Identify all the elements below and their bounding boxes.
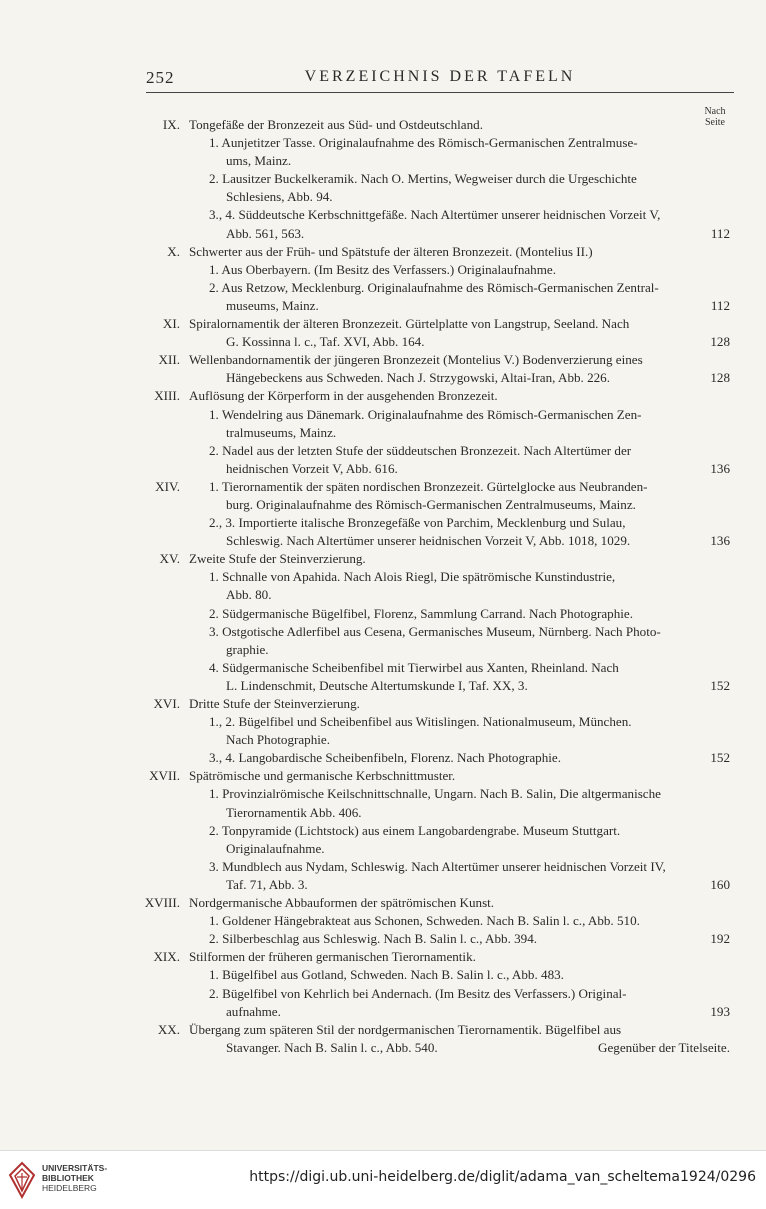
plate-numeral: X. xyxy=(167,243,180,259)
subitem-line xyxy=(138,930,734,948)
plate-numeral: XVIII. xyxy=(144,895,180,911)
subitem-text: ums, Mainz. xyxy=(226,153,292,169)
subitem-text: Nach Photographie. xyxy=(226,732,330,748)
subitem-text: Abb. 561, 563. xyxy=(226,225,305,241)
subitem-line xyxy=(138,731,734,749)
plate-caption-text: Auflösung der Körperform in der ausgehenden Bronzezeit. xyxy=(189,388,498,404)
subitem-line xyxy=(138,713,734,731)
plate-caption-line xyxy=(138,369,734,387)
plate-numeral: XI. xyxy=(162,316,180,332)
subitem-line xyxy=(138,478,734,496)
subitem-line xyxy=(138,966,734,984)
plate-subitems xyxy=(138,261,734,315)
subitem-text: 2. Bügelfibel von Kehrlich bei Andernach. (Im Besitz des Verfassers.) Original- xyxy=(209,985,627,1001)
subitem-line xyxy=(138,496,734,514)
subitem-line xyxy=(138,858,734,876)
subitem-text: L. Lindenschmit, Deutsche Altertumskunde I, Taf. XX, 3. xyxy=(226,677,528,693)
subitem-text: 4. Südgermanische Scheibenfibel mit Tierwirbel aus Xanten, Rheinland. Nach xyxy=(209,659,619,675)
subitem-line xyxy=(138,623,734,641)
subitem-text: 1. Tierornamentik der späten nordischen Bronzezeit. Gürtelglocke aus Neubranden- xyxy=(209,478,648,494)
subitem-line xyxy=(138,532,734,550)
subitem-line xyxy=(138,568,734,586)
page-reference: Gegenüber der Titelseite. xyxy=(598,1039,730,1055)
plate-subitems xyxy=(138,785,734,894)
subitem-line xyxy=(138,605,734,623)
library-name-line2: BIBLIOTHEK xyxy=(42,1173,94,1183)
subitem-text: tralmuseums, Mainz. xyxy=(226,424,337,440)
plate-caption-text: Stilformen der früheren germanischen Tierornamentik. xyxy=(189,949,476,965)
subitem-text: 1. Goldener Hängebrakteat aus Schonen, Schweden. Nach B. Salin l. c., Abb. 510. xyxy=(209,913,640,929)
plate-caption-line xyxy=(138,315,734,333)
subitem-text: 2. Südgermanische Bügelfibel, Florenz, Sammlung Carrand. Nach Photographie. xyxy=(209,605,633,621)
plate-caption-text: Dritte Stufe der Steinverzierung. xyxy=(189,696,360,711)
plate-caption-text: Schwerter aus der Früh- und Spätstufe der älteren Bronzezeit. (Montelius II.) xyxy=(189,243,593,259)
plate-numeral: XVI. xyxy=(153,696,180,711)
page-reference: 152 xyxy=(710,750,730,766)
plate-caption-text: Spiralornamentik der älteren Bronzezeit. Gürtelplatte von Langstrup, Seeland. Nach xyxy=(189,316,630,332)
page-reference: 128 xyxy=(710,370,730,386)
plate-subitems xyxy=(138,713,734,767)
subitem-text: Schlesiens, Abb. 94. xyxy=(226,189,333,205)
subitem-line xyxy=(138,225,734,243)
subitem-line xyxy=(138,297,734,315)
subitem-line xyxy=(138,677,734,695)
subitem-line xyxy=(138,261,734,279)
subitem-text: 3. Ostgotische Adlerfibel aus Cesena, Germanisches Museum, Nürnberg. Nach Photo- xyxy=(209,623,661,639)
plate-entry xyxy=(138,767,734,894)
page-reference: 192 xyxy=(710,931,730,947)
subitem-text: 3., 4. Süddeutsche Kerbschnittgefäße. Nach Altertümer unserer heidnischen Vorzeit V, xyxy=(209,207,661,223)
plate-numeral: XIX. xyxy=(153,949,180,965)
plate-subitems xyxy=(138,134,734,243)
plate-caption-text: Tongefäße der Bronzezeit aus Süd- und Ostdeutschland. xyxy=(189,117,483,132)
plate-caption-line xyxy=(138,550,734,568)
plate-caption-line xyxy=(138,1039,734,1057)
subitem-text: 1. Aunjetitzer Tasse. Originalaufnahme des Römisch-Germanischen Zentralmuse- xyxy=(209,135,638,151)
subitem-line xyxy=(138,659,734,677)
subitem-text: Abb. 80. xyxy=(226,587,272,603)
plate-entry xyxy=(138,478,734,550)
subitem-text: heidnischen Vorzeit V, Abb. 616. xyxy=(226,460,398,476)
subitem-line xyxy=(138,840,734,858)
plate-caption-text: Zweite Stufe der Steinverzierung. xyxy=(189,551,366,567)
subitem-line xyxy=(138,876,734,894)
subitem-line xyxy=(138,134,734,152)
subitem-text: Tierornamentik Abb. 406. xyxy=(226,804,362,820)
plate-caption-line xyxy=(138,243,734,261)
subitem-text: 1. Provinzialrömische Keilschnittschnalle, Ungarn. Nach B. Salin, Die altgermanische xyxy=(209,786,661,802)
subitem-line xyxy=(138,641,734,659)
subitem-text: 2. Silberbeschlag aus Schleswig. Nach B. Salin l. c., Abb. 394. xyxy=(209,931,538,947)
plate-caption-text: Nordgermanische Abbauformen der spätrömischen Kunst. xyxy=(189,895,495,911)
plate-numeral: XVII. xyxy=(149,768,180,784)
plate-caption-text: Stavanger. Nach B. Salin l. c., Abb. 540. xyxy=(226,1039,438,1055)
library-logo-icon[interactable] xyxy=(8,1161,36,1199)
subitem-text: Taf. 71, Abb. 3. xyxy=(226,876,308,892)
subitem-text: 2., 3. Importierte italische Bronzegefäße von Parchim, Mecklenburg und Sulau, xyxy=(209,515,626,531)
plate-caption-text: Hängebeckens aus Schweden. Nach J. Strzygowski, Altai-Iran, Abb. 226. xyxy=(226,370,610,386)
plate-entry xyxy=(138,243,734,315)
plate-caption-line xyxy=(138,1021,734,1039)
plate-caption-text: G. Kossinna l. c., Taf. XVI, Abb. 164. xyxy=(226,334,425,350)
page-reference: 193 xyxy=(710,1003,730,1019)
page-reference: 152 xyxy=(710,677,730,693)
subitem-line xyxy=(138,985,734,1003)
subitem-line xyxy=(138,188,734,206)
plate-entry xyxy=(138,948,734,1020)
subitem-line xyxy=(138,514,734,532)
plate-entry xyxy=(138,550,734,695)
plate-caption-line xyxy=(138,695,734,713)
subitem-line xyxy=(138,442,734,460)
viewer-footer xyxy=(0,1150,766,1209)
subitem-text: 1. Wendelring aus Dänemark. Originalaufnahme des Römisch-Germanischen Zen- xyxy=(209,406,642,422)
subitem-line xyxy=(138,460,734,478)
page-reference: 160 xyxy=(710,876,730,892)
page-number: 252 xyxy=(146,68,175,87)
subitem-line xyxy=(138,1003,734,1021)
plate-caption-line xyxy=(138,387,734,405)
plate-subitems xyxy=(138,568,734,695)
subitem-line xyxy=(138,586,734,604)
subitem-text: aufnahme. xyxy=(226,1003,281,1019)
subitem-line xyxy=(138,170,734,188)
plate-numeral: IX. xyxy=(162,117,180,132)
subitem-line xyxy=(138,912,734,930)
subitem-text: Schleswig. Nach Altertümer unserer heidnischen Vorzeit V, Abb. 1018, 1029. xyxy=(226,533,631,549)
plate-subitems xyxy=(138,912,734,948)
plate-caption-line xyxy=(138,116,734,134)
subitem-line xyxy=(138,406,734,424)
subitem-text: burg. Originalaufnahme des Römisch-Germanischen Zentralmuseums, Mainz. xyxy=(226,496,636,512)
subitem-line xyxy=(138,206,734,224)
plate-entry xyxy=(138,695,734,767)
library-name xyxy=(42,1163,107,1193)
plate-numeral: XX. xyxy=(157,1021,180,1037)
subitem-line xyxy=(138,424,734,442)
subitem-text: museums, Mainz. xyxy=(226,297,319,313)
plate-entry xyxy=(138,894,734,948)
subitem-text: Originalaufnahme. xyxy=(226,840,325,856)
page-reference: 112 xyxy=(710,225,730,241)
subitem-text: 1., 2. Bügelfibel und Scheibenfibel aus Witislingen. Nationalmuseum, München. xyxy=(209,714,632,730)
subitem-line xyxy=(138,822,734,840)
plate-subitems xyxy=(138,406,734,478)
page-reference: 112 xyxy=(710,297,730,313)
subitem-text: 3. Mundblech aus Nydam, Schleswig. Nach Altertümer unserer heidnischen Vorzeit IV, xyxy=(209,858,666,874)
plate-entry xyxy=(138,116,734,243)
subitem-text: 1. Bügelfibel aus Gotland, Schweden. Nach B. Salin l. c., Abb. 483. xyxy=(209,967,564,983)
plate-caption-line xyxy=(138,894,734,912)
subitem-line xyxy=(138,152,734,170)
subitem-line xyxy=(138,785,734,803)
plate-caption-text: Spätrömische und germanische Kerbschnittmuster. xyxy=(189,768,456,784)
subitem-text: 1. Aus Oberbayern. (Im Besitz des Verfassers.) Originalaufnahme. xyxy=(209,261,557,277)
plate-subitems xyxy=(138,478,734,550)
plate-caption-line xyxy=(138,351,734,369)
plate-entry xyxy=(138,315,734,351)
subitem-text: 2. Lausitzer Buckelkeramik. Nach O. Mertins, Wegweiser durch die Urgeschichte xyxy=(209,171,637,187)
running-head xyxy=(146,68,734,90)
permalink-url[interactable]: https://digi.ub.uni-heidelberg.de/diglit/adama_van_scheltema1924/0296 xyxy=(249,1169,756,1185)
plate-numeral: XIII. xyxy=(154,388,180,404)
subitem-text: 2. Aus Retzow, Mecklenburg. Originalaufnahme des Römisch-Germanischen Zentral- xyxy=(209,279,659,295)
plate-list xyxy=(138,116,734,1057)
plate-caption-line xyxy=(138,333,734,351)
column-header-line2: Seite xyxy=(705,117,725,128)
subitem-text: 2. Tonpyramide (Lichtstock) aus einem Langobardengrabe. Museum Stuttgart. xyxy=(209,822,621,838)
page-title: VERZEICHNIS DER TAFELN xyxy=(304,68,576,85)
plate-caption-line xyxy=(138,767,734,785)
plate-numeral: XV. xyxy=(159,551,180,567)
plate-numeral: XII. xyxy=(158,352,180,368)
plate-caption-text: Wellenbandornamentik der jüngeren Bronzezeit (Montelius V.) Bodenverzierung eines xyxy=(189,352,643,368)
subitem-line xyxy=(138,804,734,822)
subitem-line xyxy=(138,749,734,767)
page-reference: 136 xyxy=(710,533,730,549)
library-name-line1: UNIVERSITÄTS- xyxy=(42,1163,108,1173)
subitem-text: graphie. xyxy=(226,641,269,657)
library-name-line3: HEIDELBERG xyxy=(42,1183,97,1193)
plate-caption-text: Übergang zum späteren Stil der nordgermanischen Tierornamentik. Bügelfibel aus xyxy=(189,1021,622,1037)
page-reference: 136 xyxy=(710,460,730,476)
plate-entry xyxy=(138,351,734,387)
subitem-text: 2. Nadel aus der letzten Stufe der süddeutschen Bronzezeit. Nach Altertümer der xyxy=(209,442,632,458)
subitem-text: 1. Schnalle von Apahida. Nach Alois Riegl, Die spätrömische Kunstindustrie, xyxy=(209,569,616,585)
plate-caption-line xyxy=(138,948,734,966)
subitem-text: 3., 4. Langobardische Scheibenfibeln, Florenz. Nach Photographie. xyxy=(209,750,561,766)
column-header-line1: Nach xyxy=(704,106,726,117)
plate-numeral: XIV. xyxy=(155,478,180,494)
plate-subitems xyxy=(138,966,734,1020)
subitem-line xyxy=(138,279,734,297)
page-reference: 128 xyxy=(710,334,730,350)
plate-entry xyxy=(138,1021,734,1057)
header-rule xyxy=(146,92,734,93)
plate-entry xyxy=(138,387,734,477)
